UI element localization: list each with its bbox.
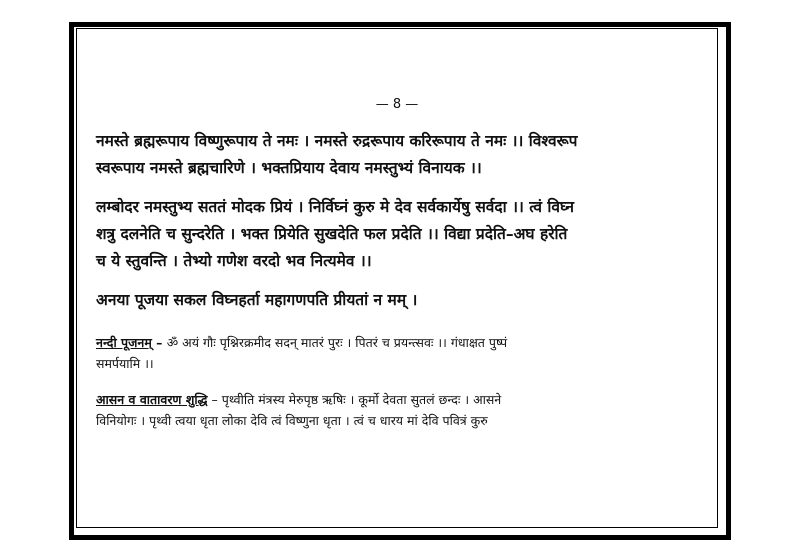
document-body [96, 128, 698, 431]
aasan-line-2: विनियोगः । पृथ्वी त्वया धृता लोका देवि त्वं विष्णुना धृता । त्वं च धारय मां देवि पवित्रं कुरु [96, 413, 488, 428]
nandi-text: ॐ अयं गौः पृश्निरक्रमीद सदन् मातरं पुरः । पितरं च प्रयन्त्सवः ।। गंधाक्षत पुष्पं [166, 335, 508, 350]
verse-anaya-pujaya [96, 287, 698, 314]
verse-line: शत्रु दलनेति च सुन्दरेति । भक्त प्रियेति सुखदेति फल प्रदेति ।। विद्या प्रदेति–अघ हरेति [96, 225, 568, 243]
verse-line: स्वरूपाय नमस्ते ब्रह्मचारिणे । भक्तप्रियाय देवाय नमस्तुभ्यं विनायक ।। [96, 159, 482, 177]
aasan-line-1 [96, 389, 698, 410]
nandi-line-1 [96, 332, 698, 353]
nandi-line-2: समर्पयामि ।। [96, 356, 154, 371]
verse-line: अनया पूजया सकल विघ्नहर्ता महागणपति प्रीयतां न मम् । [96, 291, 418, 309]
aasan-text: पृथ्वीति मंत्रस्य मेरुपृष्ठ ऋषिः । कूर्मो देवता सुतलं छन्दः । आसने [221, 392, 502, 407]
aasan-shuddhi-section [96, 389, 698, 431]
verse-line: च ये स्तुवन्ति । तेभ्यो गणेश वरदो भव नित्यमेव ।। [96, 252, 372, 270]
nandi-heading: नन्दी पूजनम् [96, 335, 152, 350]
nandi-pujanam-section [96, 332, 698, 374]
aasan-heading: आसन व वातावरण शुद्धि [96, 392, 208, 407]
verse-line: लम्बोदर नमस्तुभ्य सततं मोदक प्रियं । निर्विघ्नं कुरु मे देव सर्वकार्येषु सर्वदा ।। त्वं विघ्न [96, 198, 575, 216]
aasan-dash: – [207, 392, 222, 407]
verse-lambodar [96, 194, 698, 275]
nandi-dash: – [151, 335, 167, 350]
page-number: — 8 — [375, 97, 419, 112]
verse-ganesh-namaskar [96, 128, 698, 182]
verse-line: नमस्ते ब्रह्मरूपाय विष्णुरूपाय ते नमः । नमस्ते रुद्ररूपाय करिरूपाय ते नमः ।। विश्वरूप [96, 132, 578, 150]
